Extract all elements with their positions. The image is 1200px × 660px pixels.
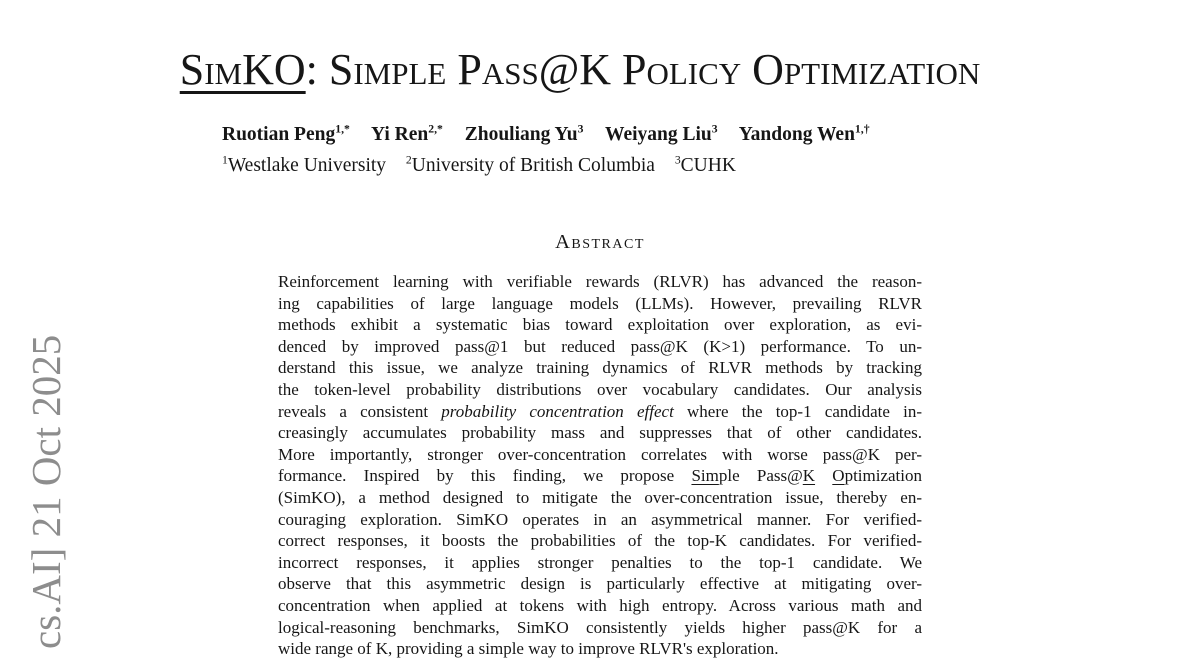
affiliation-superscript: 1 [222, 153, 228, 167]
affiliation-name: Westlake University [227, 155, 387, 176]
abstract-line [278, 357, 922, 379]
author [371, 124, 443, 145]
abstract-line-segment: K [802, 466, 816, 486]
abstract-line-segment: ptimization [844, 466, 923, 486]
abstract-line-segment: reveals a consistent [278, 401, 442, 421]
abstract-line-segment: observe that this asymmetric design is particularly effective at mitigating over- [278, 574, 922, 594]
abstract-line [278, 573, 922, 595]
arxiv-watermark: cs.AI] 21 Oct 2025 [23, 334, 69, 649]
paper-title [0, 44, 1160, 96]
abstract-line [278, 336, 922, 358]
abstract-line [278, 530, 922, 552]
abstract-line-segment: methods exhibit a systematic bias toward exploitation over exploration, as evi- [278, 315, 922, 335]
abstract-line-segment: ing capabilities of large language models (LLMs). However, prevailing RLVR [278, 293, 922, 313]
abstract-line-segment: More importantly, stronger over-concentration correlates with worse pass@K per- [278, 444, 922, 464]
abstract-line-segment: denced by improved pass@1 but reduced pass@K (K>1) performance. To un- [278, 336, 922, 356]
abstract-line-segment: formance. Inspired by this finding, we propose [278, 466, 692, 486]
affiliation [406, 155, 655, 176]
abstract-line-segment: ple Pass@ [718, 466, 803, 486]
abstract-line [278, 401, 922, 423]
affiliation [222, 155, 386, 176]
affiliation-name: CUHK [680, 155, 736, 176]
abstract-line [278, 444, 922, 466]
author [739, 124, 870, 145]
abstract-line [278, 314, 922, 336]
abstract-line-segment: concentration when applied at tokens with high entropy. Across various math and [278, 595, 922, 615]
abstract-line-segment: Reinforcement learning with verifiable rewards (RLVR) has advanced the reason- [278, 272, 922, 291]
abstract-line-segment: O [832, 466, 845, 486]
author-name: Yi Ren [371, 124, 429, 145]
abstract-line-segment: the token-level probability distributions over vocabulary candidates. Our analysis [278, 379, 922, 399]
abstract-line [278, 293, 922, 315]
affiliation-list [222, 155, 972, 177]
abstract-line-segment: creasingly accumulates probability mass and suppresses that of other candidates. [278, 423, 922, 443]
author-superscript: 2,* [428, 122, 443, 136]
abstract-line [278, 379, 922, 401]
author [465, 124, 584, 145]
abstract-line-segment: wide range of K, providing a simple way to improve RLVR's exploration. [278, 639, 779, 659]
abstract-line-segment: incorrect responses, it applies stronger penalties to the top-1 candidate. We [278, 552, 922, 572]
paper-title-rest: : Simple Pass@K Policy Optimization [305, 45, 981, 94]
abstract-line-segment: logical-reasoning benchmarks, SimKO consistently yields higher pass@K for a [278, 617, 922, 637]
author-name: Ruotian Peng [222, 124, 336, 145]
abstract-line [278, 465, 922, 487]
abstract-heading: Abstract [555, 231, 645, 253]
abstract-line-segment: (SimKO), a method designed to mitigate the over-concentration issue, thereby en- [278, 487, 922, 507]
abstract-line-segment [815, 466, 832, 485]
abstract-line [278, 487, 922, 509]
affiliation [675, 155, 736, 176]
abstract-line [278, 595, 922, 617]
affiliation-superscript: 3 [674, 153, 681, 167]
author-superscript: 1,* [335, 122, 350, 136]
author-name: Yandong Wen [738, 124, 855, 145]
abstract-line [278, 509, 922, 531]
paper-title-simko: SimKO [179, 45, 306, 94]
abstract-line [278, 638, 922, 660]
abstract-line-segment: probability concentration effect [441, 401, 674, 421]
abstract-line [278, 271, 922, 293]
author-list [222, 124, 972, 146]
author-superscript: 3 [711, 122, 718, 136]
author-name: Zhouliang Yu [464, 124, 578, 145]
author-superscript: 1,† [854, 122, 870, 136]
abstract-text [278, 271, 922, 660]
abstract-line-segment: derstand this issue, we analyze training dynamics of RLVR methods by tracking [278, 358, 922, 378]
abstract-line [278, 552, 922, 574]
abstract-line [278, 422, 922, 444]
abstract-line [278, 617, 922, 639]
abstract-line-segment: correct responses, it boosts the probabilities of the top-K candidates. For verified- [278, 531, 922, 551]
abstract-line-segment: Sim [691, 466, 719, 486]
affiliation-superscript: 2 [405, 153, 412, 167]
author-name: Weiyang Liu [605, 124, 712, 145]
abstract-line-segment: where the top-1 candidate in- [673, 401, 922, 421]
author-superscript: 3 [577, 122, 584, 136]
author [605, 124, 718, 145]
abstract-line-segment: couraging exploration. SimKO operates in an asymmetrical manner. For verified- [278, 509, 922, 529]
author [222, 124, 350, 145]
affiliation-name: University of British Columbia [411, 155, 655, 176]
